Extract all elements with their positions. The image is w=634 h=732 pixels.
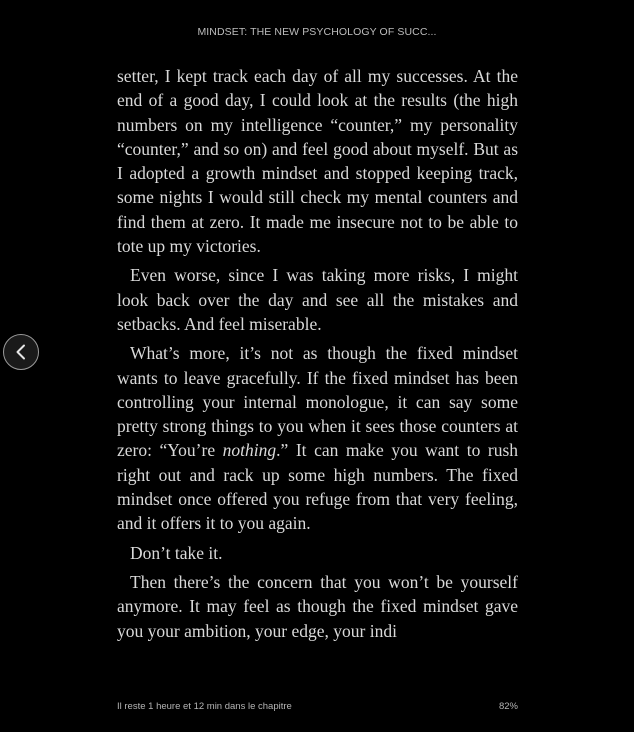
chevron-left-icon [14, 344, 28, 360]
paragraph-2: Even worse, since I was taking more risks, I might look back over the day and see all the mistakes and setbacks. And feel miserable. [117, 265, 518, 334]
paragraph-3-text-before: What’s more, it’s not as though the fixed mindset wants to leave gracefully. If the fixed mindset has been controlling your internal monologue, it can say some pretty strong things to you when it sees those counters at zero: “You’re [117, 343, 518, 461]
paragraph-3 [117, 341, 518, 535]
paragraph-3-text-after: .” It can make you want to rush right out and rack up some high numbers. The fixed mindset once offered you refuge from that very feeling, and it offers it to you again. [117, 440, 518, 534]
previous-page-button[interactable] [3, 334, 39, 370]
book-title: MINDSET: THE NEW PSYCHOLOGY OF SUCC... [197, 26, 437, 38]
book-page-content [117, 64, 518, 676]
paragraph-3-emphasis: nothing [222, 440, 277, 461]
reading-progress-percent: 82% [498, 701, 518, 712]
paragraph-4: Don’t take it. [130, 542, 223, 563]
paragraph-5: Then there’s the concern that you won’t be yourself anymore. It may feel as though the fixed mindset gave you your ambition, your edge, your indi [117, 571, 518, 641]
paragraph-1: setter, I kept track each day of all my successes. At the end of a good day, I could look at the results (the high numbers on my intelligence “counter,” my personality “counter,” and so on) and feel good about myself. But as I adopted a growth mindset and stopped keeping track, some nights I would still check my mental counters and find them at zero. It made me insecure not to be able to tote up my victories. [117, 66, 518, 257]
time-remaining-in-chapter: Il reste 1 heure et 12 min dans le chapitre [117, 701, 292, 712]
